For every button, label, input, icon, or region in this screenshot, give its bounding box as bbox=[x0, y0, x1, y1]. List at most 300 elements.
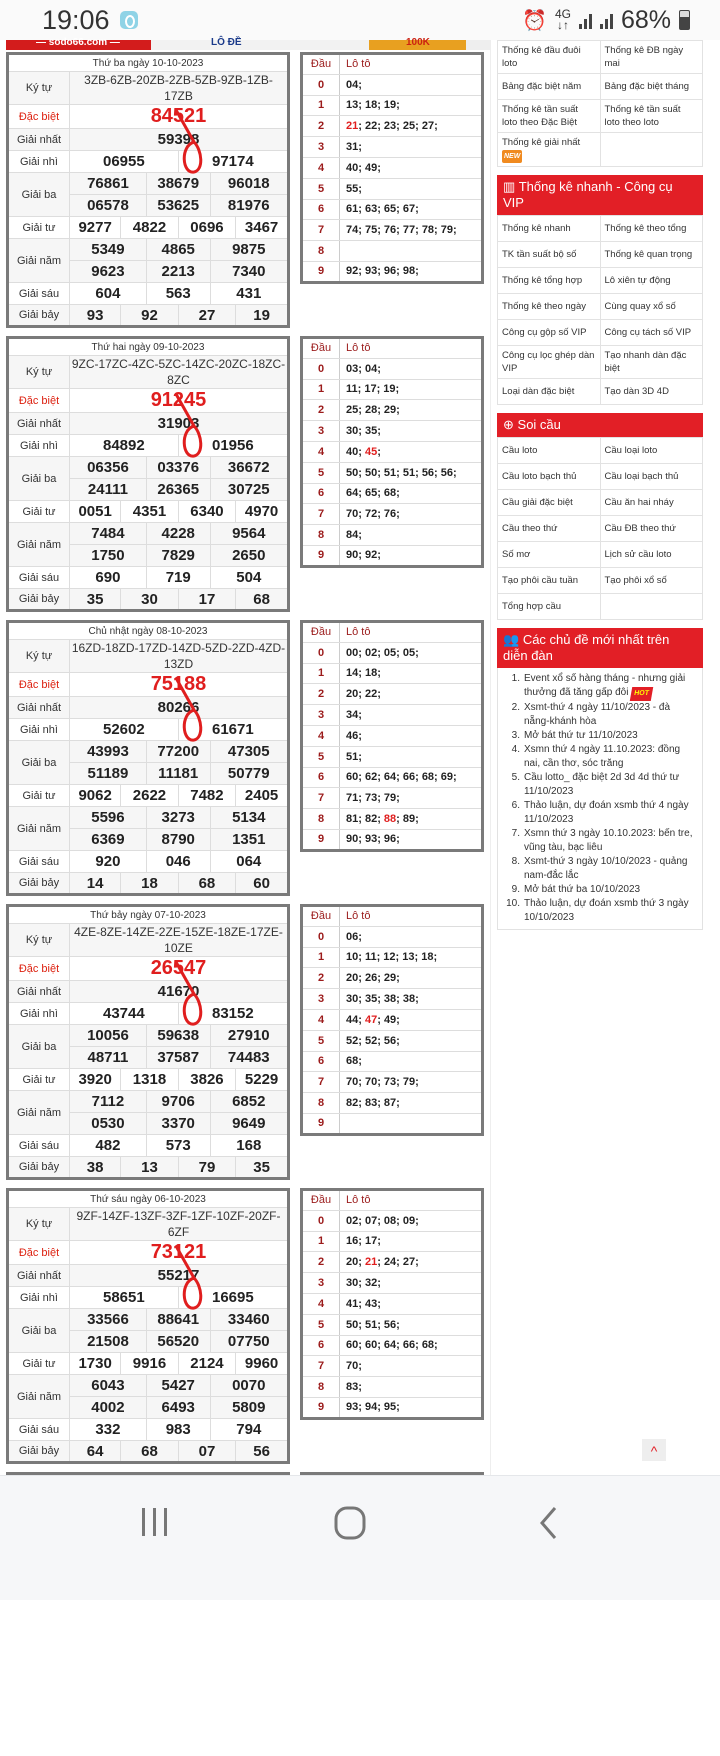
header-loto: Lô tô bbox=[340, 622, 483, 643]
forum-topic-list bbox=[497, 668, 703, 930]
loto-row bbox=[302, 1009, 483, 1030]
label-giainhi: Giải nhì bbox=[8, 1003, 70, 1025]
topic-link[interactable] bbox=[524, 672, 698, 701]
draw-date: Thứ sáu ngày 06-10-2023 bbox=[8, 1190, 289, 1208]
giainam-number: 6493 bbox=[146, 1397, 210, 1419]
kytu-value: 9ZF-14ZF-13ZF-3ZF-1ZF-10ZF-20ZF-6ZF bbox=[70, 1208, 289, 1241]
link-row bbox=[498, 320, 703, 346]
label-giainam: Giải năm bbox=[8, 523, 70, 567]
loto-text: 70; 70; 73; 79; bbox=[346, 1076, 419, 1089]
link-label: Thống kê tần suất loto theo Đặc Biệt bbox=[502, 104, 579, 128]
sidebar-link[interactable] bbox=[498, 568, 601, 594]
giaiba-number: 11181 bbox=[146, 763, 210, 785]
loto-dau: 8 bbox=[302, 809, 340, 830]
label-giaibay: Giải bảy bbox=[8, 305, 70, 327]
result-row bbox=[8, 129, 289, 151]
giaiba-number: 96018 bbox=[210, 173, 288, 195]
sidebar bbox=[497, 40, 703, 930]
giainam-number: 9649 bbox=[210, 1113, 288, 1135]
giaitu-number: 4822 bbox=[121, 217, 178, 239]
result-row bbox=[8, 640, 289, 673]
sidebar-link[interactable] bbox=[498, 490, 601, 516]
loto-text: 06; bbox=[346, 930, 362, 943]
loto-dau: 6 bbox=[302, 483, 340, 504]
link-label: Cầu giải đặc biệt bbox=[502, 497, 573, 508]
sidebar-link[interactable] bbox=[600, 100, 703, 133]
result-row bbox=[8, 1190, 289, 1208]
giaitu-number: 3920 bbox=[70, 1069, 121, 1091]
label-dacbiet: Đặc biệt bbox=[8, 389, 70, 413]
loto-dau: 5 bbox=[302, 1030, 340, 1051]
loto-table bbox=[300, 336, 484, 568]
giainhi-number: 97174 bbox=[178, 151, 288, 173]
topic-title: Mở bát thứ ba 10/10/2023 bbox=[524, 884, 641, 895]
giaisau-number: 604 bbox=[70, 283, 147, 305]
giaisau-number: 431 bbox=[210, 283, 288, 305]
giaitu-number: 3467 bbox=[236, 217, 289, 239]
result-row bbox=[8, 719, 289, 741]
sidebar-link[interactable] bbox=[600, 542, 703, 568]
loto-dau: 4 bbox=[302, 441, 340, 462]
loto-row bbox=[302, 1051, 483, 1072]
forum-topic[interactable] bbox=[502, 701, 698, 729]
forum-topic[interactable] bbox=[502, 827, 698, 855]
label-kytu: Ký tự bbox=[8, 72, 70, 105]
giainam-number: 3273 bbox=[146, 807, 210, 829]
topic-link[interactable] bbox=[524, 883, 640, 897]
giaibay-number: 07 bbox=[178, 1441, 235, 1463]
link-label: Bảng đặc biệt tháng bbox=[604, 81, 690, 92]
sidebar-link[interactable] bbox=[600, 516, 703, 542]
loto-row bbox=[302, 1231, 483, 1252]
giainam-number: 5349 bbox=[70, 239, 147, 261]
sidebar-link[interactable] bbox=[498, 133, 601, 167]
giaiba-number: 81976 bbox=[210, 195, 288, 217]
result-row bbox=[8, 173, 289, 195]
sidebar-link[interactable] bbox=[600, 568, 703, 594]
label-giaiba: Giải ba bbox=[8, 741, 70, 785]
giaitu-number: 2405 bbox=[236, 785, 289, 807]
loto-text: 34; bbox=[346, 709, 362, 722]
label-dacbiet: Đặc biệt bbox=[8, 957, 70, 981]
result-row bbox=[8, 1091, 289, 1113]
users-icon: 👥 bbox=[503, 632, 520, 647]
link-label: Thống kê ĐB ngày mai bbox=[604, 45, 684, 69]
giainam-number: 0070 bbox=[210, 1375, 288, 1397]
header-loto: Lô tô bbox=[340, 338, 483, 359]
link-row bbox=[498, 216, 703, 242]
link-label: Thống kê theo tổng bbox=[604, 223, 687, 234]
sidebar-link[interactable] bbox=[498, 379, 601, 405]
forum-topic[interactable] bbox=[502, 672, 698, 701]
stats-links-grid bbox=[497, 40, 703, 167]
giaisau-number: 690 bbox=[70, 567, 147, 589]
recent-apps-button[interactable] bbox=[140, 1506, 170, 1545]
kytu-value: 9ZC-17ZC-4ZC-5ZC-14ZC-20ZC-18ZC-8ZC bbox=[70, 356, 289, 389]
dacbiet-cell bbox=[70, 389, 289, 413]
loto-dau: 0 bbox=[302, 358, 340, 379]
sidebar-link[interactable] bbox=[600, 346, 703, 379]
loto-values bbox=[340, 1051, 483, 1072]
web-page[interactable] bbox=[0, 37, 720, 1475]
battery-icon bbox=[679, 10, 690, 30]
loto-row bbox=[302, 241, 483, 262]
loto-dau: 9 bbox=[302, 545, 340, 566]
loto-text: 13; 18; 19; bbox=[346, 99, 400, 112]
loto-row bbox=[302, 525, 483, 546]
sidebar-link[interactable] bbox=[600, 464, 703, 490]
link-row bbox=[498, 594, 703, 620]
label-giainam: Giải năm bbox=[8, 239, 70, 283]
loto-values bbox=[340, 1093, 483, 1114]
result-row bbox=[8, 338, 289, 356]
loto-row bbox=[302, 157, 483, 178]
loto-values bbox=[340, 178, 483, 199]
loto-text: 31; bbox=[346, 141, 362, 154]
android-nav-bar bbox=[0, 1475, 720, 1600]
giainam-number: 4865 bbox=[146, 239, 210, 261]
loto-dau: 8 bbox=[302, 1377, 340, 1398]
loto-values bbox=[340, 926, 483, 947]
sidebar-link[interactable] bbox=[498, 294, 601, 320]
sidebar-link[interactable] bbox=[498, 268, 601, 294]
giaisau-number: 794 bbox=[210, 1419, 288, 1441]
giaisau-number: 573 bbox=[146, 1135, 210, 1157]
giaitu-number: 2622 bbox=[121, 785, 178, 807]
giaibay-number: 35 bbox=[70, 589, 121, 611]
link-label: Cầu loại loto bbox=[604, 445, 658, 456]
loto-values bbox=[340, 421, 483, 442]
loto-row bbox=[302, 1072, 483, 1093]
topic-link[interactable] bbox=[524, 743, 698, 771]
topic-link[interactable] bbox=[524, 827, 698, 855]
app-notification-icon bbox=[120, 11, 138, 29]
sidebar-link[interactable] bbox=[498, 542, 601, 568]
forum-topic[interactable] bbox=[502, 743, 698, 771]
giaitu-number: 2124 bbox=[178, 1353, 235, 1375]
sidebar-link[interactable] bbox=[600, 320, 703, 346]
header-dau: Đầu bbox=[302, 906, 340, 927]
giaitu-number: 5229 bbox=[236, 1069, 289, 1091]
topic-link[interactable] bbox=[524, 799, 698, 827]
giaisau-number: 920 bbox=[70, 851, 147, 873]
result-row bbox=[8, 1208, 289, 1241]
giaiba-number: 53625 bbox=[146, 195, 210, 217]
loto-row bbox=[302, 1252, 483, 1273]
loto-dau: 1 bbox=[302, 379, 340, 400]
result-row bbox=[8, 305, 289, 327]
loto-values bbox=[340, 1072, 483, 1093]
loto-dau: 2 bbox=[302, 1252, 340, 1273]
forum-topic[interactable] bbox=[502, 729, 698, 743]
giainam-number: 6369 bbox=[70, 829, 147, 851]
loto-text: ; 22; 23; 25; 27; bbox=[358, 120, 438, 133]
sidebar-link[interactable] bbox=[600, 74, 703, 100]
giaiba-number: 88641 bbox=[146, 1309, 210, 1331]
link-row bbox=[498, 542, 703, 568]
loto-table bbox=[300, 52, 484, 284]
giaisau-number: 983 bbox=[146, 1419, 210, 1441]
result-row bbox=[8, 741, 289, 763]
loto-dau: 0 bbox=[302, 926, 340, 947]
sidebar-link[interactable] bbox=[600, 268, 703, 294]
result-row bbox=[8, 72, 289, 105]
sidebar-link[interactable] bbox=[600, 438, 703, 464]
loto-values bbox=[340, 504, 483, 525]
loto-dau: 3 bbox=[302, 137, 340, 158]
vip-section-title: Thống kê nhanh - Công cụ VIP bbox=[503, 179, 673, 210]
topic-link[interactable] bbox=[524, 729, 638, 743]
giaibay-number: 38 bbox=[70, 1157, 121, 1179]
giaisau-number: 482 bbox=[70, 1135, 147, 1157]
label-dacbiet: Đặc biệt bbox=[8, 105, 70, 129]
giaiba-number: 37587 bbox=[146, 1047, 210, 1069]
loto-text: 74; 75; 76; 77; 78; 79; bbox=[346, 224, 457, 237]
link-label: Thống kê giải nhất bbox=[502, 137, 581, 148]
label-giaitu: Giải tư bbox=[8, 501, 70, 523]
loto-dau: 2 bbox=[302, 968, 340, 989]
loto-text: 02; 07; 08; 09; bbox=[346, 1214, 419, 1227]
loto-row bbox=[302, 1293, 483, 1314]
kytu-value: 16ZD-18ZD-17ZD-14ZD-5ZD-2ZD-4ZD-13ZD bbox=[70, 640, 289, 673]
forum-topic[interactable] bbox=[502, 883, 698, 897]
soicau-section-header bbox=[497, 413, 703, 437]
link-label: Bảng đặc biệt năm bbox=[502, 81, 582, 92]
topic-title: Mở bát thứ tư 11/10/2023 bbox=[524, 730, 638, 741]
topic-link[interactable] bbox=[524, 855, 698, 883]
loto-row bbox=[302, 725, 483, 746]
loto-text: 70; bbox=[346, 1360, 362, 1373]
loto-text: 90; 93; 96; bbox=[346, 833, 400, 846]
result-row bbox=[8, 1419, 289, 1441]
loto-row bbox=[302, 95, 483, 116]
giainam-number: 6852 bbox=[210, 1091, 288, 1113]
sidebar-link[interactable] bbox=[498, 320, 601, 346]
giaitu-number: 0696 bbox=[178, 217, 235, 239]
draw-date: Thứ bảy ngày 07-10-2023 bbox=[8, 906, 289, 924]
giaiba-number: 74483 bbox=[210, 1047, 288, 1069]
giaisau-number: 719 bbox=[146, 567, 210, 589]
topic-number: 9. bbox=[511, 884, 520, 895]
dacbiet-cell bbox=[70, 105, 289, 129]
label-giainhat: Giải nhất bbox=[8, 129, 70, 151]
label-giainhat: Giải nhất bbox=[8, 1265, 70, 1287]
loto-dau: 4 bbox=[302, 157, 340, 178]
sidebar-link[interactable] bbox=[498, 74, 601, 100]
loto-row bbox=[302, 926, 483, 947]
draw-date: Thứ hai ngày 09-10-2023 bbox=[8, 338, 289, 356]
giaisau-number: 064 bbox=[210, 851, 288, 873]
loto-dau: 7 bbox=[302, 504, 340, 525]
topic-link[interactable] bbox=[524, 897, 698, 925]
giainam-number: 1351 bbox=[210, 829, 288, 851]
loto-row bbox=[302, 968, 483, 989]
loto-values bbox=[340, 74, 483, 95]
sidebar-link[interactable] bbox=[498, 346, 601, 379]
giainam-number: 4002 bbox=[70, 1397, 147, 1419]
loto-row bbox=[302, 788, 483, 809]
header-dau: Đầu bbox=[302, 622, 340, 643]
forum-topic[interactable] bbox=[502, 771, 698, 799]
link-label: Cầu ĐB theo thứ bbox=[604, 523, 676, 534]
loto-values bbox=[340, 137, 483, 158]
result-row bbox=[8, 54, 289, 72]
loto-text: 64; 65; 68; bbox=[346, 487, 400, 500]
loto-highlight: 21 bbox=[346, 120, 359, 133]
dacbiet-number: 26547 bbox=[150, 957, 207, 979]
ad-banner[interactable] bbox=[6, 37, 490, 50]
loto-highlight: 45 bbox=[364, 445, 378, 458]
link-label: Cùng quay xổ số bbox=[604, 301, 676, 312]
topic-number: 3. bbox=[511, 730, 520, 741]
sidebar-link[interactable] bbox=[498, 438, 601, 464]
sidebar-link[interactable] bbox=[498, 100, 601, 133]
loto-values bbox=[340, 358, 483, 379]
loto-text: 71; 73; 79; bbox=[346, 792, 400, 805]
topic-number: 7. bbox=[511, 828, 520, 839]
sidebar-link[interactable] bbox=[600, 242, 703, 268]
back-button[interactable] bbox=[538, 1506, 560, 1545]
giainam-number: 9875 bbox=[210, 239, 288, 261]
loto-row bbox=[302, 137, 483, 158]
sidebar-link[interactable] bbox=[498, 242, 601, 268]
draw-block bbox=[6, 620, 490, 904]
sidebar-link[interactable] bbox=[498, 464, 601, 490]
header-dau: Đầu bbox=[302, 54, 340, 75]
loto-row bbox=[302, 261, 483, 282]
loto-row bbox=[302, 642, 483, 663]
link-row bbox=[498, 294, 703, 320]
loto-dau: 7 bbox=[302, 788, 340, 809]
link-label: Cầu loại bạch thủ bbox=[604, 471, 679, 482]
loto-text: 14; 18; bbox=[346, 667, 381, 680]
link-label: Tạo phôi xổ số bbox=[604, 575, 667, 586]
giainam-number: 4228 bbox=[146, 523, 210, 545]
loto-text: 44; bbox=[346, 1013, 365, 1026]
loto-values bbox=[340, 829, 483, 850]
sidebar-link[interactable] bbox=[498, 216, 601, 242]
label-kytu: Ký tự bbox=[8, 356, 70, 389]
loto-table bbox=[300, 904, 484, 1136]
header-dau: Đầu bbox=[302, 1190, 340, 1211]
draw-block bbox=[6, 1188, 490, 1472]
giaitu-number: 3826 bbox=[178, 1069, 235, 1091]
forum-topic[interactable] bbox=[502, 799, 698, 827]
result-row bbox=[8, 1287, 289, 1309]
result-row bbox=[8, 523, 289, 545]
giainhi-number: 83152 bbox=[178, 1003, 288, 1025]
loto-text: 83; bbox=[346, 1381, 362, 1394]
loto-dau: 4 bbox=[302, 1009, 340, 1030]
forum-topic[interactable] bbox=[502, 897, 698, 925]
status-time: 19:06 bbox=[42, 4, 110, 35]
loto-text: 50; 50; 51; 51; 56; 56; bbox=[346, 466, 457, 479]
scroll-to-top-button[interactable]: ^ bbox=[642, 1439, 666, 1461]
sidebar-link[interactable] bbox=[600, 294, 703, 320]
sidebar-link[interactable] bbox=[498, 41, 601, 74]
topic-title: Thảo luận, dự đoán xsmb thứ 3 ngày 10/10/2023 bbox=[524, 898, 689, 923]
giaitu-number: 9916 bbox=[121, 1353, 178, 1375]
giaitu-number: 1318 bbox=[121, 1069, 178, 1091]
giainam-number: 9564 bbox=[210, 523, 288, 545]
loto-row bbox=[302, 462, 483, 483]
result-row bbox=[8, 807, 289, 829]
sidebar-link[interactable] bbox=[498, 516, 601, 542]
giaiba-number: 06356 bbox=[70, 457, 147, 479]
giainam-number: 7112 bbox=[70, 1091, 147, 1113]
giaibay-number: 19 bbox=[236, 305, 289, 327]
link-label: Công cụ gộp số VIP bbox=[502, 327, 587, 338]
hot-badge: HOT bbox=[630, 687, 653, 701]
giainhi-number: 43744 bbox=[70, 1003, 179, 1025]
loto-row bbox=[302, 829, 483, 850]
sidebar-link[interactable] bbox=[498, 594, 601, 620]
giaiba-number: 30725 bbox=[210, 479, 288, 501]
giaitu-number: 6340 bbox=[178, 501, 235, 523]
loto-values bbox=[340, 746, 483, 767]
link-label: Thống kê đầu đuôi loto bbox=[502, 45, 581, 69]
loto-text: ; 89; bbox=[396, 813, 419, 826]
topic-link[interactable] bbox=[524, 771, 698, 799]
draw-block bbox=[6, 336, 490, 620]
result-row bbox=[8, 589, 289, 611]
home-button[interactable] bbox=[334, 1506, 368, 1545]
loto-highlight: 88 bbox=[383, 813, 397, 826]
link-label: Cầu theo thứ bbox=[502, 523, 558, 534]
label-giaisau: Giải sáu bbox=[8, 1135, 70, 1157]
result-row bbox=[8, 356, 289, 389]
link-label: Cầu ăn hai nháy bbox=[604, 497, 674, 508]
giaiba-number: 07750 bbox=[210, 1331, 288, 1353]
loto-text: 51; bbox=[346, 750, 362, 763]
giaibay-number: 30 bbox=[121, 589, 178, 611]
giainam-number: 5596 bbox=[70, 807, 147, 829]
loto-values bbox=[340, 95, 483, 116]
loto-values bbox=[340, 1113, 483, 1134]
sidebar-link[interactable] bbox=[600, 379, 703, 405]
vip-links-grid bbox=[497, 215, 703, 405]
result-row bbox=[8, 389, 289, 413]
giaiba-number: 06578 bbox=[70, 195, 147, 217]
loto-values bbox=[340, 1335, 483, 1356]
link-label: Số mơ bbox=[502, 549, 531, 560]
giainhi-number: 61671 bbox=[178, 719, 288, 741]
sidebar-link[interactable] bbox=[600, 41, 703, 74]
topic-link[interactable] bbox=[524, 701, 698, 729]
sidebar-link[interactable] bbox=[600, 490, 703, 516]
loto-row bbox=[302, 379, 483, 400]
loto-dau: 4 bbox=[302, 1293, 340, 1314]
topic-title: Event xổ số hàng tháng - nhưng giải thưởng đã tăng gấp đôi bbox=[524, 673, 686, 698]
result-row bbox=[8, 906, 289, 924]
loto-values bbox=[340, 261, 483, 282]
giaibay-number: 17 bbox=[178, 589, 235, 611]
sidebar-link[interactable] bbox=[600, 216, 703, 242]
label-giainam: Giải năm bbox=[8, 1375, 70, 1419]
loto-text: 55; bbox=[346, 182, 362, 195]
draw-block bbox=[6, 904, 490, 1188]
result-row bbox=[8, 1157, 289, 1179]
result-row bbox=[8, 1375, 289, 1397]
label-giaiba: Giải ba bbox=[8, 1309, 70, 1353]
label-giainhi: Giải nhì bbox=[8, 719, 70, 741]
loto-dau: 2 bbox=[302, 116, 340, 137]
forum-topic[interactable] bbox=[502, 855, 698, 883]
loto-row bbox=[302, 1093, 483, 1114]
giaisau-number: 046 bbox=[146, 851, 210, 873]
giaisau-number: 504 bbox=[210, 567, 288, 589]
loto-row bbox=[302, 74, 483, 95]
